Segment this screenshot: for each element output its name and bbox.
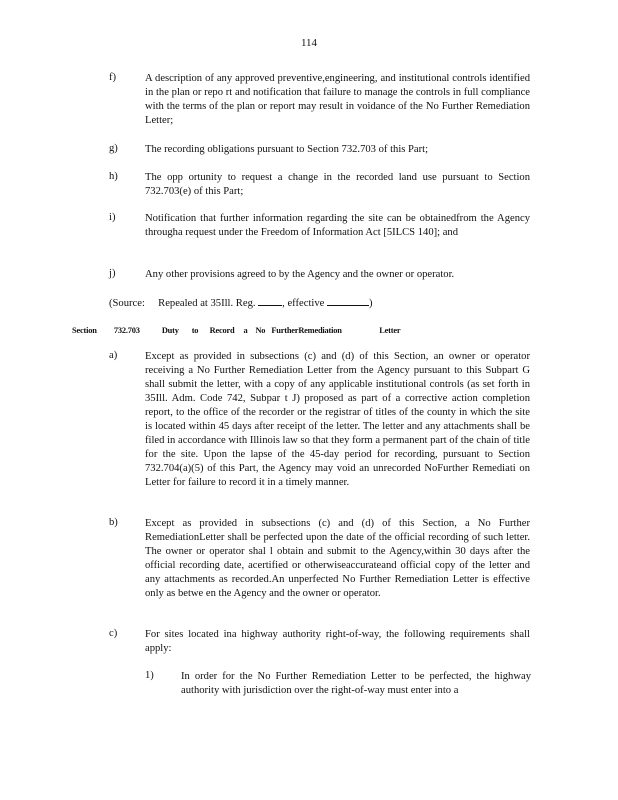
item-text: Except as provided in subsections (c) and (d) of this Section, an owner or operator receiving a No Further Remediation Letter from the Agency pursuant to this Subpart G shall submit the letter, with a copy of any applicable institutional controls (as set forth in 35Ill. Adm. Code 742, Subpar t J) proposed as part of a corrective action completion report, to the office of the recorder or the registrar of titles of the county in which the site is located within 45 days after receipt of the letter. The letter and any attachments shall be filed in accordance with Illinois law so that they form a permanent part of the chain of title for the site. Upon the lapse of the 45-day period for recording, pursuant to Section 732.704(a)(5) of this Part, the Agency may void an unrecorded NoFurther Remediati on Letter for failure to record it in a timely manner.: [145, 351, 530, 488]
page-number: 114: [300, 37, 318, 49]
sub-item-text: In order for the No Further Remediation Letter to be perfected, the highway authority with jurisdiction over the right-of-way must enter into a: [181, 671, 531, 696]
item-text: The opp ortunity to request a change in the recorded land use pursuant to Section 732.703(e) of this Part;: [145, 172, 530, 197]
item-text: For sites located ina highway authority right-of-way, the following requirements shall apply:: [145, 629, 530, 654]
source-prefix: (Source:: [109, 298, 145, 309]
heading-word: to: [191, 326, 199, 335]
blank-line: [258, 296, 282, 306]
section-word: Section: [72, 326, 97, 335]
heading-word: Letter: [379, 326, 401, 335]
heading-word: FurtherRemediation: [271, 326, 342, 335]
heading-word: No: [255, 326, 266, 335]
item-label: i): [109, 212, 116, 223]
item-text: A description of any approved preventive,engineering, and institutional controls identified in the plan or repo rt and notification that failure to manage the controls in full compliance with the terms of the plan or report may result in voidance of the No Further Remediation Letter;: [145, 73, 530, 126]
source-note: [109, 296, 373, 309]
item-label: a): [109, 350, 118, 361]
source-effective: , effective: [282, 298, 325, 309]
section-heading: [72, 326, 400, 335]
item-text: The recording obligations pursuant to Section 732.703 of this Part;: [145, 144, 429, 155]
item-label: g): [109, 143, 118, 154]
source-suffix: ): [368, 298, 373, 309]
item-text: Notification that further information regarding the site can be obtainedfrom the Agency througha request under the Freedom of Information Act [5ILCS 140]; and: [145, 213, 530, 238]
item-label: j): [109, 268, 116, 279]
sub-item-label: 1): [145, 670, 154, 681]
heading-word: a: [243, 326, 248, 335]
section-number: 732.703: [113, 326, 140, 335]
heading-word: Duty: [161, 326, 179, 335]
item-label: f): [109, 72, 117, 83]
item-label: b): [109, 517, 118, 528]
item-label: h): [109, 171, 118, 182]
source-middle: Repealed at 35Ill. Reg.: [158, 298, 256, 309]
heading-word: Record: [209, 326, 235, 335]
item-text: Except as provided in subsections (c) and (d) of this Section, a No Further RemediationLetter shall be perfected upon the date of the official recording of such letter. The owner or operator shal l obtain and submit to the Agency,within 30 days after the official recording date, acertified or otherwiseaccurateand official copy of the letter and any attachments as recorded.An unperfected No Further Remediation Letter is effective only as betwe en the Agency and the owner or operator.: [145, 518, 530, 599]
blank-line: [327, 296, 369, 306]
item-text: Any other provisions agreed to by the Agency and the owner or operator.: [145, 269, 455, 280]
item-label: c): [109, 628, 118, 639]
